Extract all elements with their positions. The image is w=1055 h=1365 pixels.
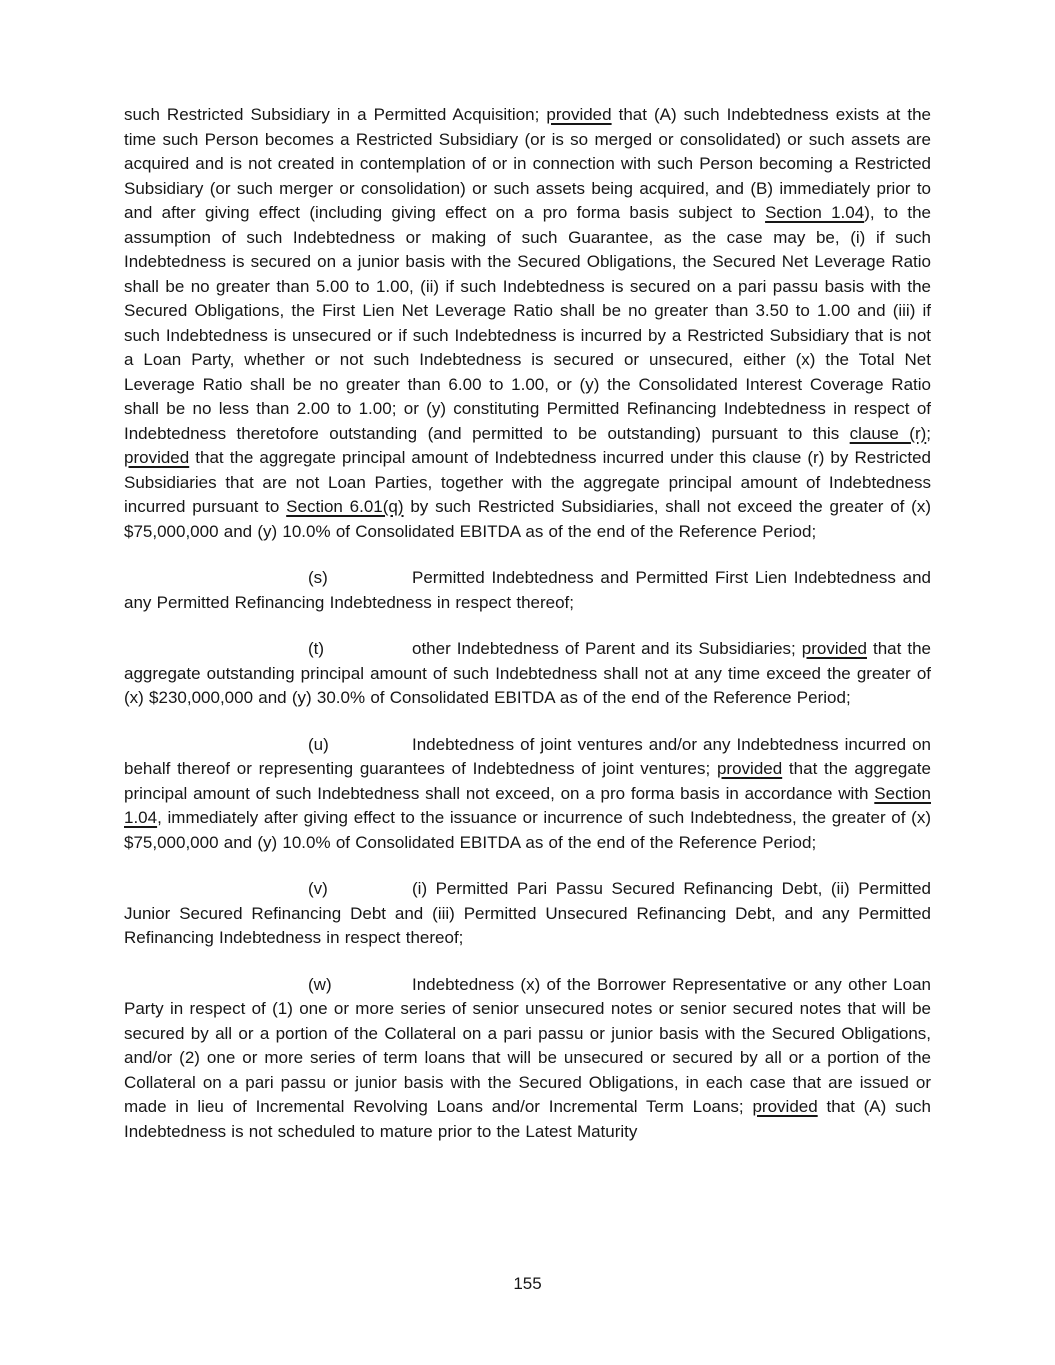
underlined-text: provided: [546, 105, 612, 124]
underlined-text: provided: [124, 448, 190, 467]
clause-label: (u): [308, 734, 329, 754]
clause-paragraph-w: [124, 973, 931, 1145]
text-run: that (A) such Indebtedness is not scheduled to mature prior to the Latest Maturity: [124, 1097, 931, 1141]
text-run: (i) Permitted Pari Passu Secured Refinancing Debt, (ii) Permitted Junior Secured Refinancing Debt and (iii) Permitted Unsecured Refinancing Debt, and any Permitted Refinancing Indebtedness in respect thereof;: [124, 879, 931, 947]
text-run: that the aggregate outstanding principal amount of such Indebtedness shall not at any time exceed the greater of (x) $230,000,000 and (y) 30.0% of Consolidated EBITDA as of the end of the Reference Period;: [124, 639, 931, 707]
text-run: Permitted Indebtedness and Permitted First Lien Indebtedness and any Permitted Refinancing Indebtedness in respect thereof;: [124, 568, 931, 612]
text-run: , immediately after giving effect to the issuance or incurrence of such Indebtedness, the greater of (x) $75,000,000 and (y) 10.0% of Consolidated EBITDA as of the end of the Reference Period;: [124, 808, 931, 852]
text-run: that the aggregate principal amount of Indebtedness incurred under this clause (r) by Restricted Subsidiaries that are not Loan Parties, together with the aggregate principal amount of Indebtedness incurred pursuant to: [124, 448, 931, 516]
clause-paragraph-u: [124, 733, 931, 856]
text-run: ), to the assumption of such Indebtedness or making of such Guarantee, as the case may be, (i) if such Indebtedness is secured on a junior basis with the Secured Obligations, the Secured Net Leverage Ratio shall be no greater than 5.00 to 1.00, (ii) if such Indebtedness is secured on a pari passu basis with the Secured Obligations, the First Lien Net Leverage Ratio shall be no greater than 3.50 to 1.00 and (iii) if such Indebtedness is unsecured or if such Indebtedness is incurred by a Restricted Subsidiary that is not a Loan Party, whether or not such Indebtedness is secured or unsecured, either (x) the Total Net Leverage Ratio shall be no greater than 6.00 to 1.00, or (y) the Consolidated Interest Coverage Ratio shall be no less than 2.00 to 1.00; or (y) constituting Permitted Refinancing Indebtedness in respect of Indebtedness theretofore outstanding (and permitted to be outstanding) pursuant to this: [124, 203, 932, 443]
text-run: other Indebtedness of Parent and its Subsidiaries;: [412, 639, 802, 658]
text-run: that (A) such Indebtedness exists at the time such Person becomes a Restricted Subsidiary (or is so merged or consolidated) or such assets are acquired and is not created in contemplation of or in connection with such Person becoming a Restricted Subsidiary (or such merger or consolidation) or such assets being acquired, and (B) immediately prior to and after giving effect (including giving effect on a pro forma basis subject to: [124, 105, 931, 222]
text-run: ;: [926, 423, 931, 443]
text-run: such Restricted Subsidiary in a Permitted Acquisition;: [124, 105, 547, 124]
clause-paragraph-s: [124, 566, 931, 615]
clause-paragraph-t: [124, 637, 931, 711]
underlined-text: Section 1.04: [124, 783, 931, 827]
clause-label: (s): [308, 568, 328, 587]
underlined-text: provided: [801, 639, 867, 658]
underlined-text: provided: [752, 1097, 818, 1116]
page-number: 155: [513, 1274, 542, 1293]
text-run: that the aggregate principal amount of such Indebtedness shall not exceed, on a pro forma basis in accordance with: [124, 759, 931, 803]
clause-label: (v): [308, 879, 328, 898]
continuation-paragraph: [124, 103, 931, 544]
underlined-text: Section 1.04: [765, 203, 865, 222]
clause-paragraph-v: [124, 877, 931, 951]
text-run: by such Restricted Subsidiaries, shall not exceed the greater of (x) $75,000,000 and (y) 10.0% of Consolidated EBITDA as of the end of the Reference Period;: [124, 497, 931, 541]
underlined-text: provided: [716, 759, 783, 778]
text-run: Indebtedness of joint ventures and/or any Indebtedness incurred on behalf thereof or representing guarantees of Indebtedness of joint ventures;: [124, 734, 931, 778]
clause-label: (t): [308, 639, 325, 658]
clause-label: (w): [308, 974, 332, 994]
document-body: [124, 103, 931, 1144]
underlined-text: clause (r): [849, 423, 927, 443]
underlined-text: Section 6.01(q): [286, 497, 404, 516]
text-run: Indebtedness (x) of the Borrower Representative or any other Loan Party in respect of (1) one or more series of senior unsecured notes or senior secured notes that will be secured by all or a portion of the Collateral on a pari passu or junior basis with the Secured Obligations, and/or (2) one or more series of term loans that will be unsecured or secured by all or a portion of the Collateral on a pari passu or junior basis with the Secured Obligations, in each case that are issued or made in lieu of Incremental Revolving Loans and/or Incremental Term Loans;: [124, 974, 931, 1116]
page-footer: [0, 1272, 1055, 1297]
